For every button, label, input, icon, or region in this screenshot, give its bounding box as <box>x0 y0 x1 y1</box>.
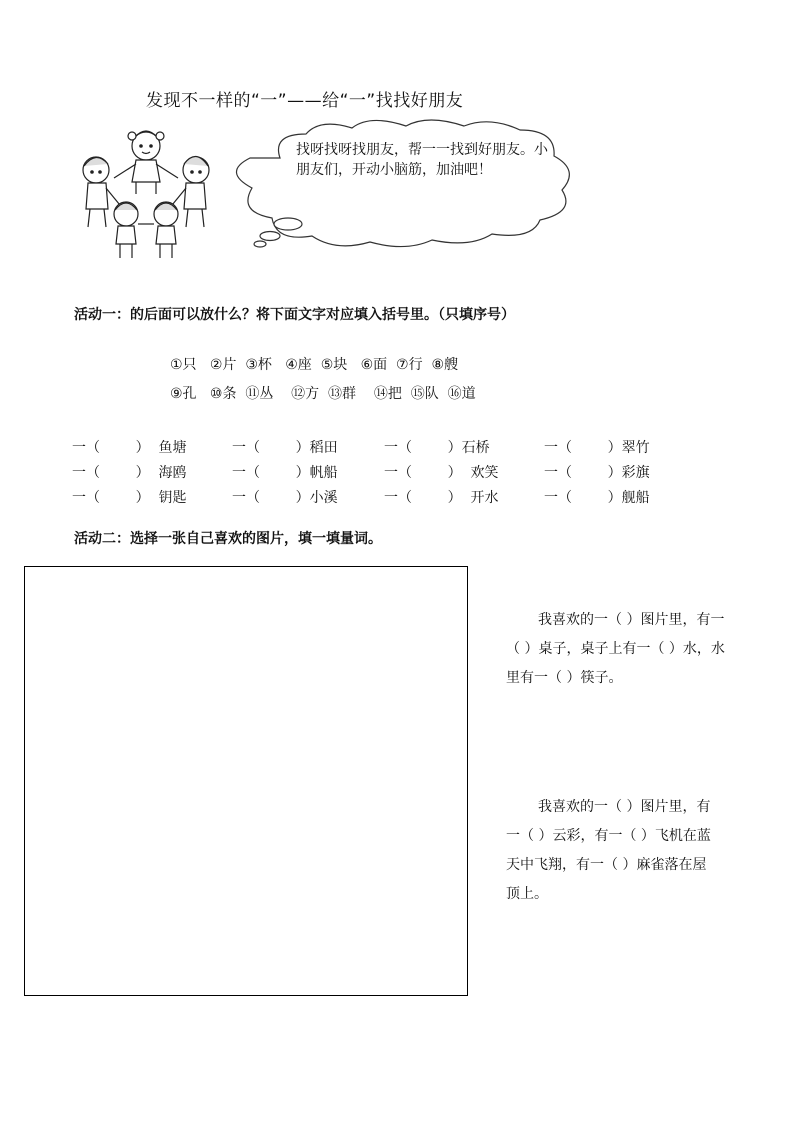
blank-item[interactable]: 一（ ）彩旗 <box>544 465 650 481</box>
cloud-speech-bubble <box>230 118 610 250</box>
child-top <box>114 131 178 194</box>
blank-item[interactable]: 一（ ）舰船 <box>544 490 650 506</box>
child-bottom-right <box>154 202 178 258</box>
fill-in-grid <box>72 437 712 512</box>
measure-word-options-row-2: ⑨孔 ⑩条 ⑪丛 ⑫方 ⑬群 ⑭把 ⑮队 ⑯道 <box>170 386 476 402</box>
paragraph-2-text[interactable]: 我喜欢的一（ ）图片里，有一（ ）云彩，有一（ ）飞机在蓝天中飞翔，有一（ ）麻雀落在屋顶上。 <box>506 799 711 902</box>
fill-in-paragraph-2 <box>506 793 716 909</box>
grid-row <box>72 487 712 512</box>
fill-in-paragraph-1 <box>506 606 736 693</box>
measure-word-options-row-1: ①只 ②片 ③杯 ④座 ⑤块 ⑥面 ⑦行 ⑧艘 <box>170 357 459 373</box>
children-circle-illustration <box>66 124 226 260</box>
blank-item[interactable]: 一（ ）石桥 <box>384 440 490 456</box>
blank-item[interactable]: 一（ ）翠竹 <box>544 440 650 456</box>
blank-item[interactable]: 一（ ） 鱼塘 <box>72 440 187 456</box>
blank-item[interactable]: 一（ ） 开水 <box>384 490 499 506</box>
child-bottom-left <box>114 202 138 258</box>
page-title: 发现不一样的“一”——给“一”找找好朋友 <box>146 91 464 111</box>
blank-item[interactable]: 一（ ） 海鸥 <box>72 465 187 481</box>
activity2-heading: 活动二：选择一张自己喜欢的图片，填一填量词。 <box>74 531 382 547</box>
blank-item[interactable]: 一（ ）稻田 <box>232 440 338 456</box>
picture-drawing-box[interactable] <box>24 566 468 996</box>
activity1-heading: 活动一：的后面可以放什么？将下面文字对应填入括号里。（只填序号） <box>74 307 515 323</box>
grid-row <box>72 462 712 487</box>
blank-item[interactable]: 一（ ） 钥匙 <box>72 490 187 506</box>
blank-item[interactable]: 一（ ）小溪 <box>232 490 338 506</box>
speech-bubble-text: 找呀找呀找朋友，帮一一找到好朋友。小朋友们，开动小脑筋，加油吧！ <box>296 142 548 178</box>
grid-row <box>72 437 712 462</box>
blank-item[interactable]: 一（ ）帆船 <box>232 465 338 481</box>
paragraph-1-text[interactable]: 我喜欢的一（ ）图片里，有一（ ）桌子，桌子上有一（ ）水，水里有一（ ）筷子。 <box>506 612 725 686</box>
blank-item[interactable]: 一（ ） 欢笑 <box>384 465 499 481</box>
